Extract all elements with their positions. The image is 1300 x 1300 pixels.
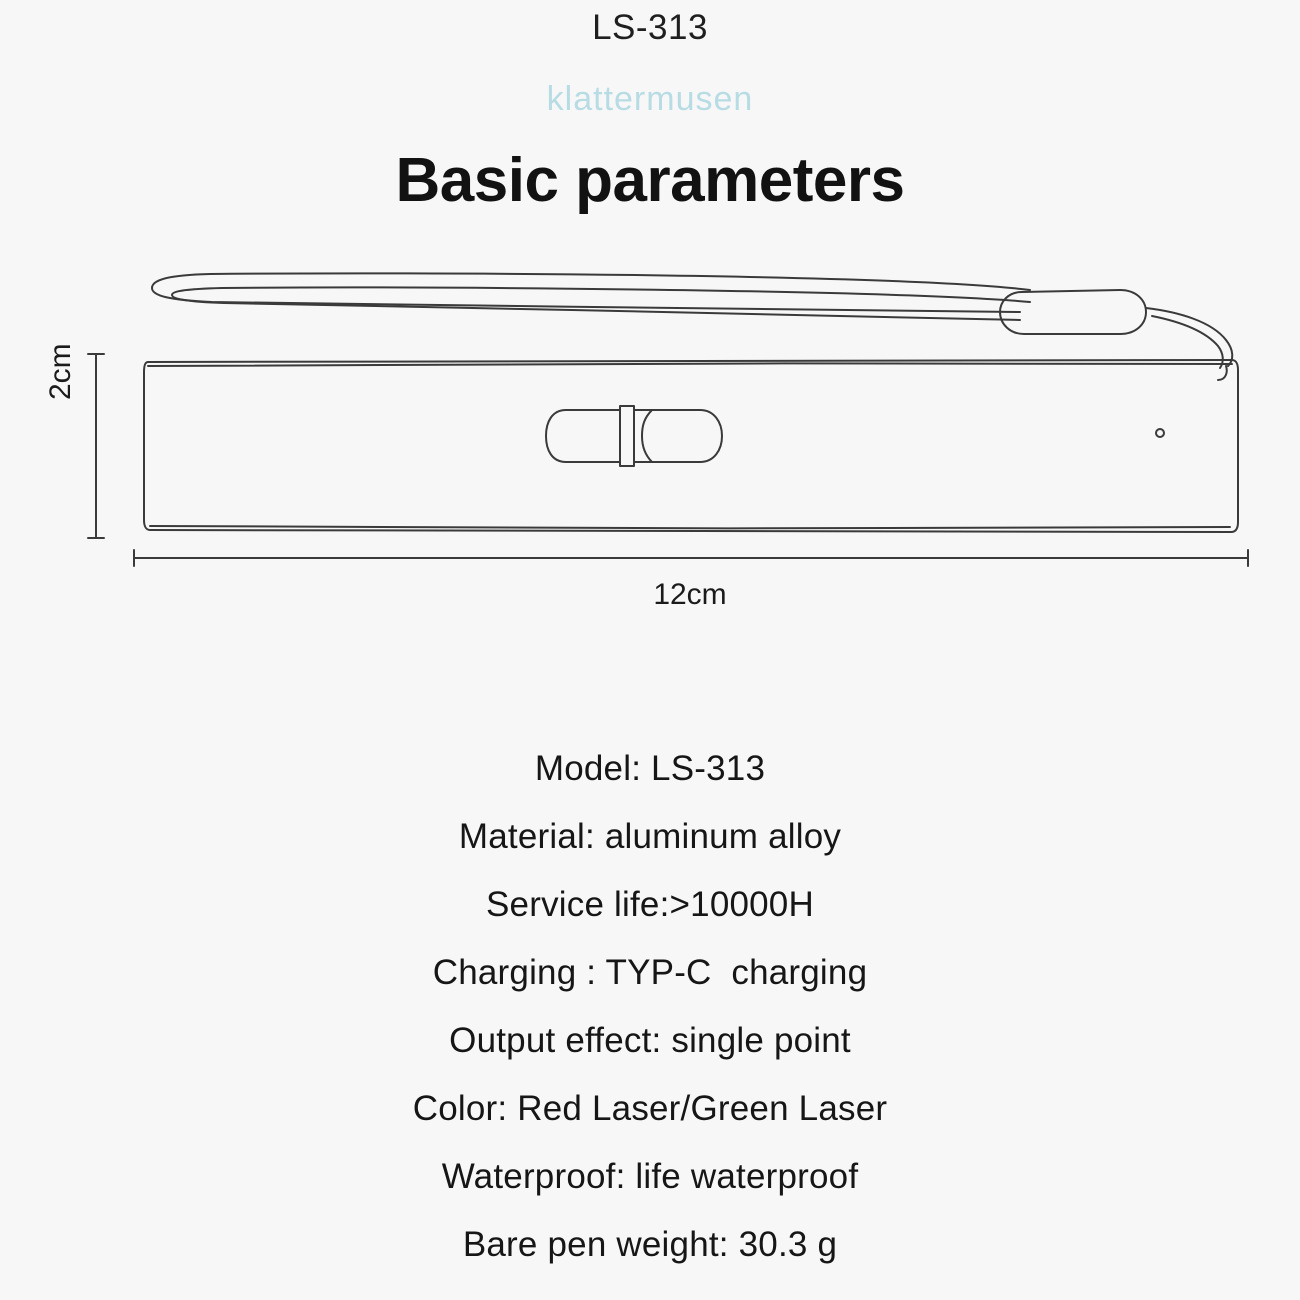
button-detail-illustration: [546, 406, 722, 466]
brand-name: klattermusen: [546, 80, 754, 118]
indicator-dot-illustration: [1156, 429, 1164, 437]
page-title: Basic parameters: [395, 146, 905, 215]
spec-item-model: Model: LS-313: [534, 749, 766, 788]
height-dimension-label: 2cm: [44, 343, 77, 400]
model-code: LS-313: [592, 8, 708, 47]
spec-item-waterproof: Waterproof: life waterproof: [441, 1157, 859, 1196]
specification-list: [0, 735, 1300, 1279]
spec-item-color: Color: Red Laser/Green Laser: [412, 1089, 888, 1128]
height-dimension-line: [88, 354, 104, 538]
laser-pen-body-illustration: [144, 360, 1238, 532]
spec-item-material: Material: aluminum alloy: [458, 817, 842, 856]
width-dimension-line: [134, 550, 1248, 566]
width-dimension-label: 12cm: [653, 578, 727, 611]
spec-item-charging: Charging : TYP-C charging: [432, 953, 868, 992]
spec-item-weight: Bare pen weight: 30.3 g: [462, 1225, 838, 1264]
spec-item-service-life: Service life:>10000H: [486, 885, 814, 924]
spec-item-output-effect: Output effect: single point: [449, 1021, 851, 1060]
